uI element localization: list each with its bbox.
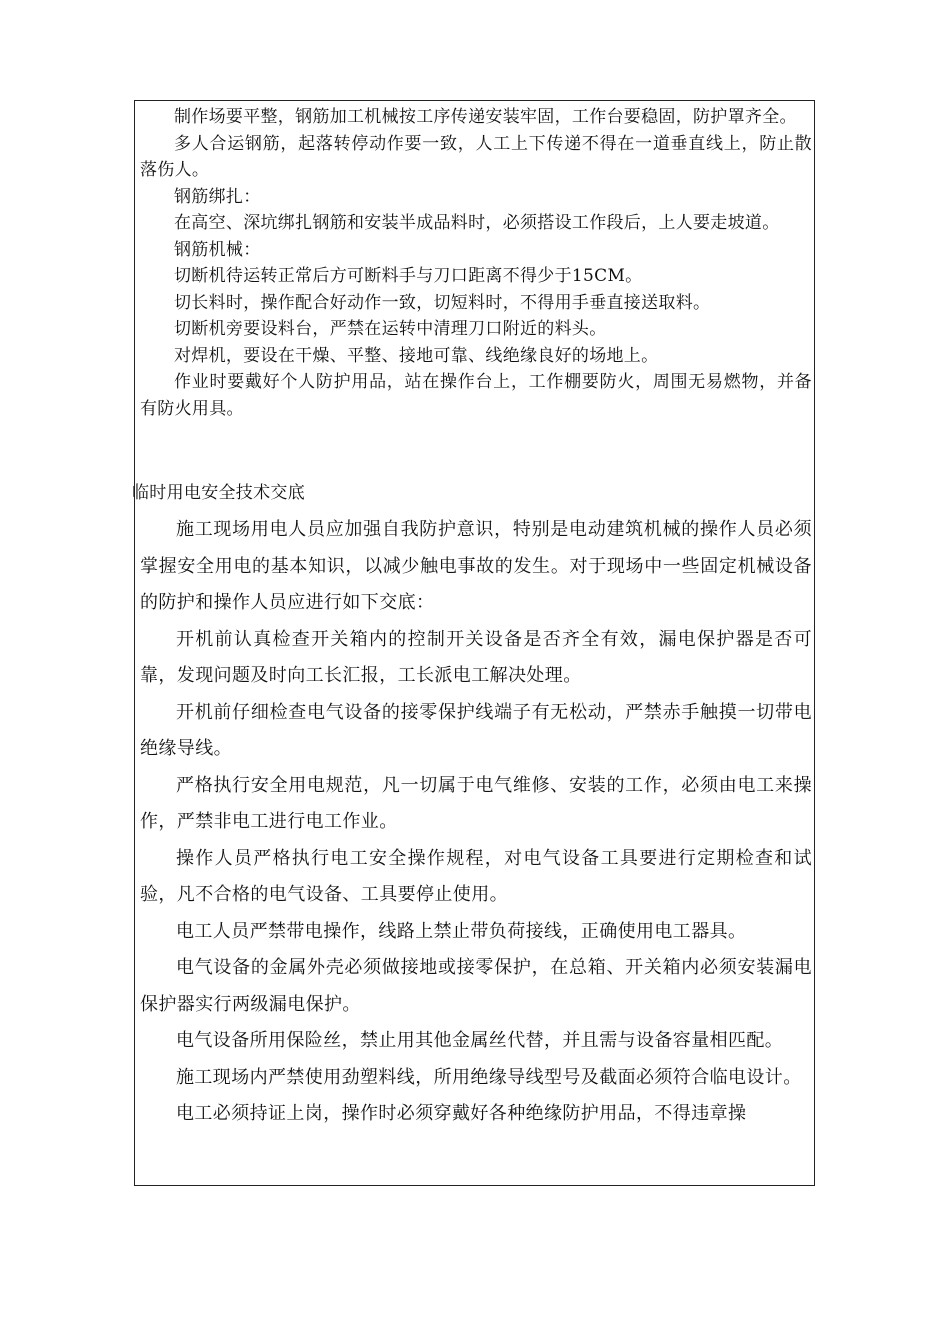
section-title: 临时用电安全技术交底 — [132, 483, 305, 503]
rebar-safety-section — [140, 104, 812, 422]
paragraph: 电工人员严禁带电操作，线路上禁止带负荷接线，正确使用电工器具。 — [176, 920, 747, 942]
paragraph: 电工必须持证上岗，操作时必须穿戴好各种绝缘防护用品，不得违章操 — [176, 1103, 747, 1124]
paragraph: 电气设备的金属外壳必须做接地或接零保护，在总箱、开关箱内必须安装漏电保护器实行两级漏电保护。 — [140, 957, 812, 1015]
paragraph: 制作场要平整，钢筋加工机械按工序传递安装牢固，工作台要稳固，防护罩齐全。 — [174, 107, 797, 127]
paragraph: 施工现场内严禁使用劲塑料线，所用绝缘导线型号及截面必须符合临电设计。 — [176, 1066, 802, 1088]
paragraph: 多人合运钢筋，起落转停动作要一致，人工上下传递不得在一道垂直线上，防止散落伤人。 — [140, 133, 812, 180]
paragraph: 开机前仔细检查电气设备的接零保护线端子有无松动，严禁赤手触摸一切带电绝缘导线。 — [140, 701, 812, 759]
paragraph: 严格执行安全用电规范，凡一切属于电气维修、安装的工作，必须由电工来操作，严禁非电工进行电工作业。 — [140, 774, 812, 832]
paragraph: 切长料时，操作配合好动作一致，切短料时，不得用手垂直接送取料。 — [174, 292, 711, 313]
paragraph: 开机前认真检查开关箱内的控制开关设备是否齐全有效，漏电保护器是否可靠，发现问题及时向工长汇报，工长派电工解决处理。 — [140, 628, 812, 686]
paragraph: 电气设备所用保险丝，禁止用其他金属丝代替，并且需与设备容量相匹配。 — [176, 1030, 784, 1051]
subheading-rebar-machinery: 钢筋机械： — [174, 239, 261, 260]
paragraph: 作业时要戴好个人防护用品，站在操作台上，工作棚要防火，周围无易燃物，并备有防火用具。 — [140, 372, 812, 419]
paragraph: 对焊机，要设在干燥、平整、接地可靠、线绝缘良好的场地上。 — [174, 345, 659, 366]
paragraph: 施工现场用电人员应加强自我防护意识，特别是电动建筑机械的操作人员必须掌握安全用电的基本知识，以减少触电事故的发生。对于现场中一些固定机械设备的防护和操作人员应进行如下交底： — [140, 519, 812, 613]
paragraph: 在高空、深坑绑扎钢筋和安装半成品料时，必须搭设工作段后，上人要走坡道。 — [174, 213, 780, 233]
electrical-safety-section — [140, 512, 812, 1133]
paragraph: 操作人员严格执行电工安全操作规程，对电气设备工具要进行定期检查和试验，凡不合格的电气设备、工具要停止使用。 — [140, 847, 812, 905]
subheading-rebar-binding: 钢筋绑扎： — [174, 186, 261, 207]
paragraph: 切断机旁要设料台，严禁在运转中清理刀口附近的料头。 — [174, 319, 607, 339]
paragraph: 切断机待运转正常后方可断料手与刀口距离不得少于15CM。 — [174, 266, 643, 286]
